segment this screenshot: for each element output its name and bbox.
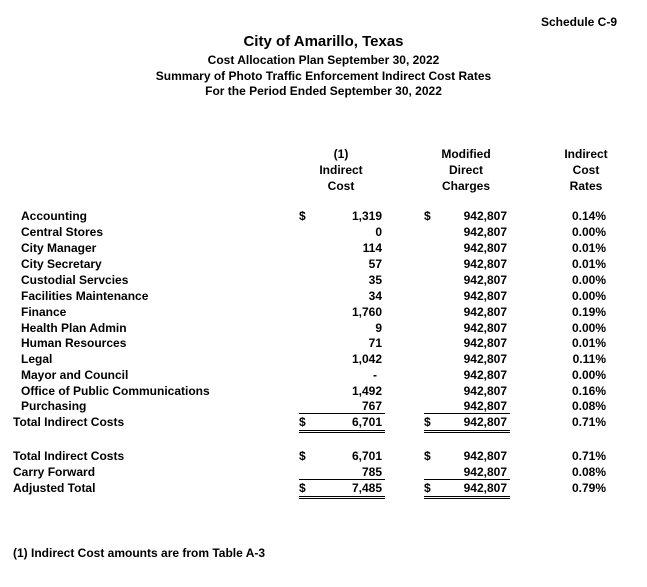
- rate-value: 0.00%: [571, 368, 606, 382]
- mdc-value: 942,807: [463, 368, 507, 382]
- rate-value: 0.00%: [571, 289, 606, 303]
- row-label: Facilities Maintenance: [21, 289, 149, 303]
- row-label: Finance: [21, 305, 67, 319]
- rate-value: 0.71%: [571, 415, 606, 429]
- row-label: Adjusted Total: [13, 481, 96, 495]
- mdc-value: 942,807: [463, 481, 507, 495]
- row-label: Carry Forward: [13, 465, 96, 479]
- header-indirect-cost-rates: [550, 146, 622, 194]
- row-label: Legal: [21, 352, 53, 366]
- mdc-value: 942,807: [463, 305, 507, 319]
- mdc-value: 942,807: [463, 273, 507, 287]
- indirect-cost-value: 1,492: [351, 384, 382, 398]
- report-subtitle: Cost Allocation Plan September 30, 2022: [207, 53, 440, 67]
- schedule-label: Schedule C-9: [541, 15, 618, 29]
- header-line: Charges: [441, 179, 491, 193]
- rate-value: 0.19%: [571, 305, 606, 319]
- table-row: [0, 256, 647, 272]
- total-double-rule: [299, 432, 385, 433]
- header-modified-direct-charges: [425, 146, 507, 194]
- table-row: [0, 240, 647, 256]
- header-line: Indirect: [564, 147, 608, 161]
- total-double-rule: [424, 432, 510, 433]
- currency-symbol: $: [424, 415, 431, 429]
- indirect-cost-value: 785: [361, 465, 382, 479]
- footnote: (1) Indirect Cost amounts are from Table A-3: [13, 546, 266, 560]
- table-row: [0, 480, 647, 496]
- mdc-value: 942,807: [463, 399, 507, 413]
- row-label: City Secretary: [21, 257, 102, 271]
- rate-value: 0.14%: [571, 209, 606, 223]
- row-label: Accounting: [21, 209, 87, 223]
- indirect-cost-value: 6,701: [351, 415, 382, 429]
- mdc-value: 942,807: [463, 209, 507, 223]
- row-label: Total Indirect Costs: [13, 415, 125, 429]
- mdc-value: 942,807: [463, 384, 507, 398]
- table-row: [0, 304, 647, 320]
- rate-value: 0.00%: [571, 321, 606, 335]
- table-row: [0, 351, 647, 367]
- table-row: [0, 464, 647, 480]
- mdc-value: 942,807: [463, 289, 507, 303]
- indirect-cost-value: 1,319: [351, 209, 382, 223]
- currency-symbol: $: [424, 449, 431, 463]
- row-label: Mayor and Council: [21, 368, 129, 382]
- row-label: Office of Public Communications: [21, 384, 210, 398]
- rate-value: 0.01%: [571, 336, 606, 350]
- mdc-value: 942,807: [463, 225, 507, 239]
- report-subtitle: Summary of Photo Traffic Enforcement Indirect Cost Rates: [155, 69, 492, 83]
- total-double-rule: [424, 498, 510, 499]
- indirect-cost-value: 34: [368, 289, 382, 303]
- mdc-value: 942,807: [463, 352, 507, 366]
- table-row: [0, 224, 647, 240]
- mdc-value: 942,807: [463, 415, 507, 429]
- indirect-cost-value: 7,485: [351, 481, 382, 495]
- mdc-value: 942,807: [463, 257, 507, 271]
- total-double-rule: [299, 430, 385, 431]
- header-line: Direct: [448, 163, 483, 177]
- row-label: Purchasing: [21, 399, 87, 413]
- row-label: Central Stores: [21, 225, 104, 239]
- currency-symbol: $: [299, 415, 306, 429]
- rate-value: 0.00%: [571, 273, 606, 287]
- rate-value: 0.00%: [571, 225, 606, 239]
- mdc-value: 942,807: [463, 336, 507, 350]
- row-label: Total Indirect Costs: [13, 449, 125, 463]
- header-indirect-cost: [300, 146, 382, 194]
- currency-symbol: $: [299, 209, 306, 223]
- indirect-cost-value: 114: [362, 241, 382, 255]
- table-row: [0, 383, 647, 399]
- report-subtitle: For the Period Ended September 30, 2022: [205, 84, 442, 98]
- indirect-cost-value: 767: [361, 399, 382, 413]
- header-line: Cost: [572, 163, 600, 177]
- total-double-rule: [424, 430, 510, 431]
- rate-value: 0.71%: [571, 449, 606, 463]
- mdc-value: 942,807: [463, 465, 507, 479]
- total-double-rule: [299, 498, 385, 499]
- table-row: [0, 208, 647, 224]
- indirect-cost-value: 35: [368, 273, 382, 287]
- rate-value: 0.01%: [571, 257, 606, 271]
- header-line: Modified: [441, 147, 491, 161]
- table-row: [0, 320, 647, 336]
- table-row: [0, 448, 647, 464]
- header-line: Rates: [569, 179, 603, 193]
- rate-value: 0.08%: [571, 465, 606, 479]
- total-double-rule: [424, 496, 510, 497]
- indirect-cost-value: 0: [375, 225, 382, 239]
- row-label: Human Resources: [21, 336, 127, 350]
- rate-value: 0.16%: [571, 384, 606, 398]
- total-double-rule: [299, 496, 385, 497]
- table-row: [0, 335, 647, 351]
- row-label: City Manager: [21, 241, 97, 255]
- mdc-value: 942,807: [463, 449, 507, 463]
- indirect-cost-value: 1,042: [351, 352, 382, 366]
- currency-symbol: $: [424, 481, 431, 495]
- currency-symbol: $: [299, 481, 306, 495]
- table-row: [0, 288, 647, 304]
- header-line: Indirect: [319, 163, 363, 177]
- row-label: Health Plan Admin: [21, 321, 127, 335]
- indirect-cost-value: 57: [368, 257, 382, 271]
- mdc-value: 942,807: [463, 241, 507, 255]
- table-row: [0, 398, 647, 414]
- table-row: [0, 367, 647, 383]
- total-row: [0, 414, 647, 430]
- report-title: City of Amarillo, Texas: [243, 33, 404, 50]
- indirect-cost-value: 9: [375, 321, 382, 335]
- header-line: Cost: [327, 179, 355, 193]
- currency-symbol: $: [424, 209, 431, 223]
- indirect-cost-value: 71: [368, 336, 382, 350]
- table-row: [0, 272, 647, 288]
- indirect-cost-value: -: [373, 368, 377, 382]
- rate-value: 0.01%: [571, 241, 606, 255]
- rate-value: 0.79%: [571, 481, 606, 495]
- row-label: Custodial Servcies: [21, 273, 129, 287]
- rate-value: 0.08%: [571, 399, 606, 413]
- currency-symbol: $: [299, 449, 306, 463]
- mdc-value: 942,807: [463, 321, 507, 335]
- indirect-cost-value: 1,760: [351, 305, 382, 319]
- indirect-cost-value: 6,701: [351, 449, 382, 463]
- header-line: (1): [333, 147, 349, 161]
- rate-value: 0.11%: [572, 352, 606, 366]
